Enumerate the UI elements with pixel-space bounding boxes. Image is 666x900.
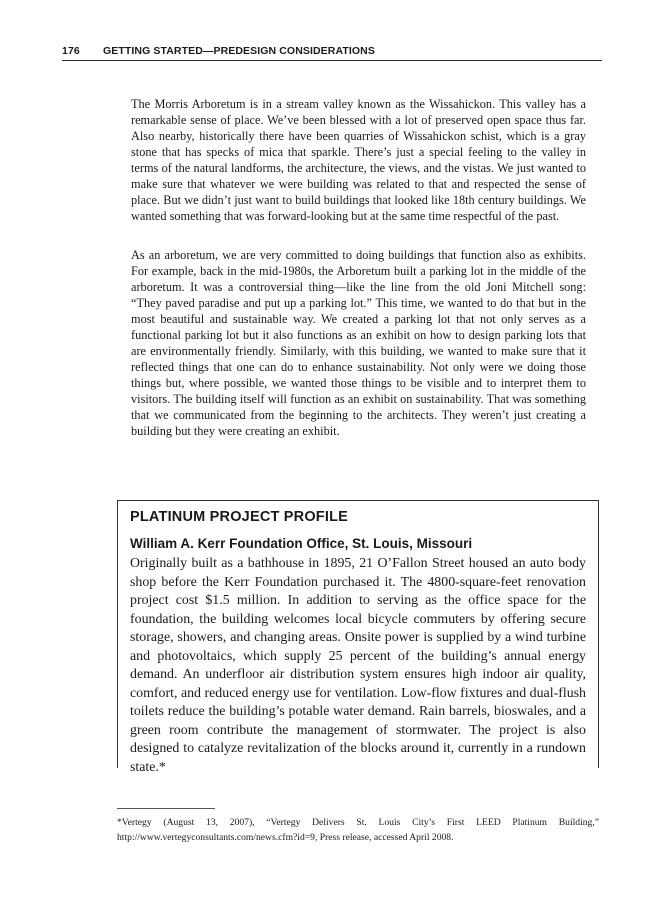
body-paragraph-1: The Morris Arboretum is in a stream valley known as the Wissahickon. This valley has a remarkable sense of place. We’ve been blessed with a lot of preserved open space thus far. Also nearby, historically there have been quarries of Wissahickon schist, which is a gray stone that has specks of mica that sparkle. There’s just a special feeling to the valley in terms of the natural landforms, the architecture, the views, and the vistas. We just wanted to make sure that whatever we were building was related to that and respected the sense of place. But we didn’t just want to build buildings that looked like 18th century buildings. We wanted something that was forward-looking but at the same time respectful of the past. bbox=[131, 97, 586, 223]
running-header bbox=[62, 42, 602, 61]
footnote-rule bbox=[117, 808, 215, 809]
profile-kicker: PLATINUM PROJECT PROFILE bbox=[130, 509, 349, 525]
profile-text: Originally built as a bathhouse in 1895, 21 O’Fallon Street housed an auto body shop before the Kerr Foundation purchased it. The 4800-square-feet renovation project cost $1.5 million. In addition to serving as the office space for the foundation, the building welcomes local bicycle commuters by offering secure storage, showers, and changing areas. Onsite power is supplied by a wind turbine and photovoltaics, which supply 25 percent of the building’s annual energy demand. An underfloor air distribution system ensures high indoor air quality, comfort, and reduced energy use for ventilation. Low-flow fixtures and dual-flush toilets reduce the building’s potable water demand. Rain barrels, bioswales, and a green room contribute the management of stormwater. The project is also designed to catalyze revitalization of the blocks around it, currently in a rundown state.* bbox=[130, 556, 586, 775]
body-paragraph-2: As an arboretum, we are very committed to doing buildings that function also as exhibits. For example, back in the mid-1980s, the Arboretum built a parking lot in the middle of the arboretum. It was a controversial thing—like the line from the old Joni Mitchell song: “They paved paradise and put up a parking lot.” This time, we wanted to do that but in the most beautiful and sustainable way. We created a parking lot that not only serves as a functional parking lot but it also functions as an exhibit on how to design parking lots that are environmentally friendly. Similarly, with this building, we wanted to make sure that it reflected things that one can do to enhance sustainability. Not only were we doing those things but, where possible, we wanted those things to be visible and to interpret them to visitors. The building itself will function as an exhibit on sustainability. That was something that we communicated from the beginning to the architects. They weren’t just creating a building but they were creating an exhibit. bbox=[131, 248, 586, 438]
running-title: GETTING STARTED—PREDESIGN CONSIDERATIONS bbox=[103, 45, 375, 57]
footnote: *Vertegy (August 13, 2007), “Vertegy Delivers St. Louis City’s First LEED Platinum Building,” http://www.vertegyconsultants.com/news.cfm?id=9, Press release, accessed April 2008. bbox=[117, 817, 599, 843]
page-number: 176 bbox=[62, 45, 80, 57]
platinum-project-profile-box bbox=[117, 500, 599, 775]
profile-subtitle: William A. Kerr Foundation Office, St. Louis, Missouri bbox=[130, 536, 473, 551]
